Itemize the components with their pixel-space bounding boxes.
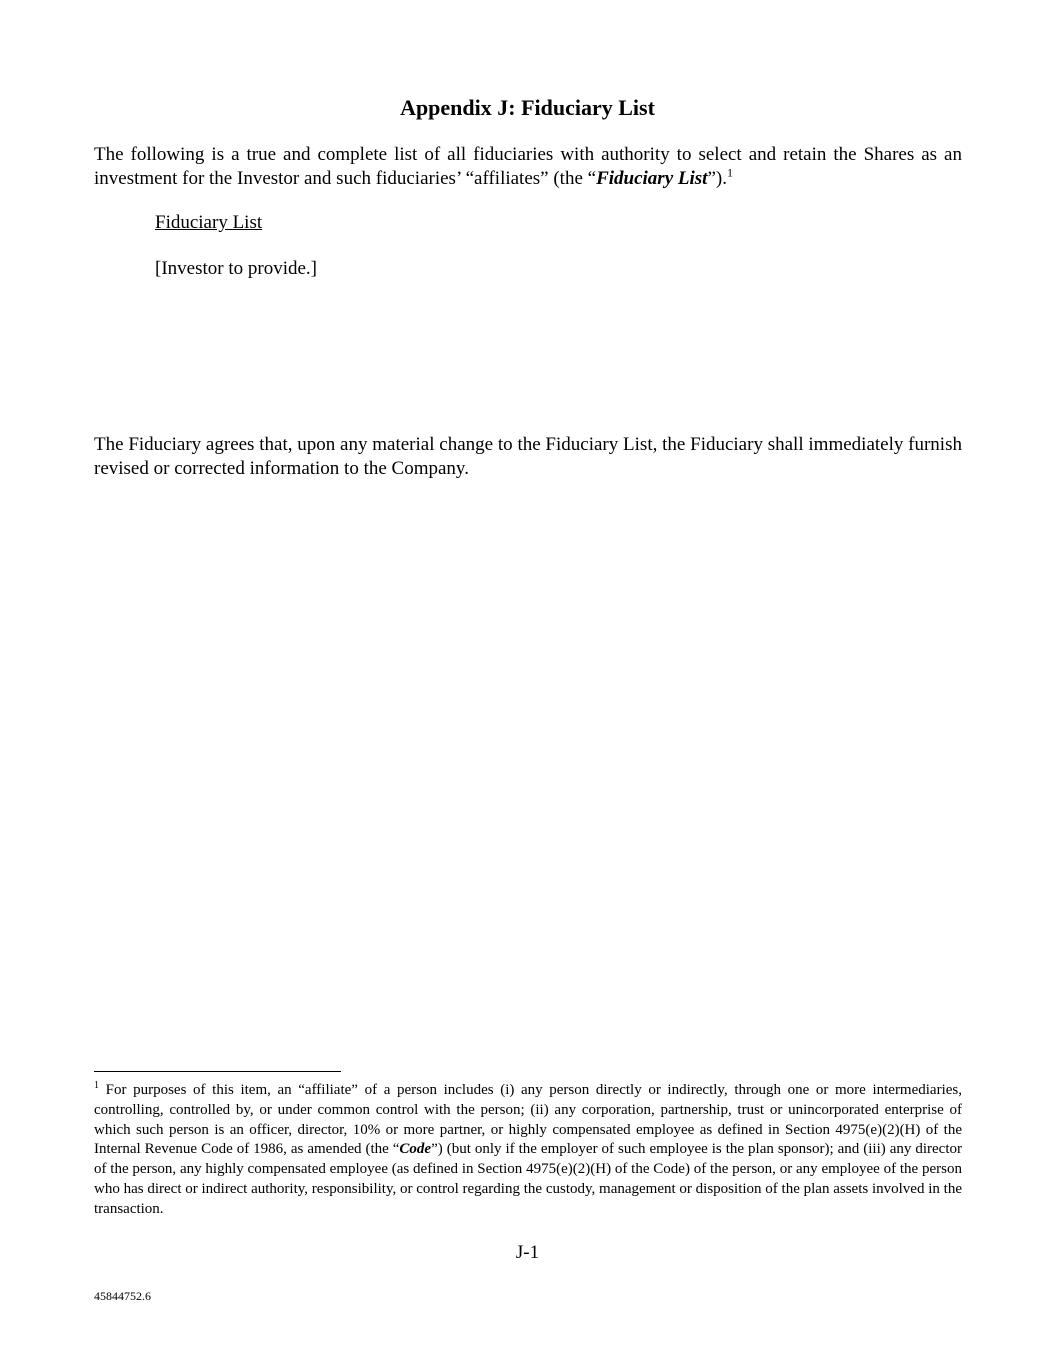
footnote-text-after: ”) (but only if the employer of such employee is the plan sponsor); and (iii) any director of the person, any highly compensated employee (as defined in Section 4975(e)(2)(H) of the Code) of the person, or any employee of the person who has direct or indirect authority, responsibility, or control regarding the custody, management or disposition of the plan assets involved in the transaction.	[94, 1141, 962, 1217]
footnote-marker: 1	[94, 1080, 99, 1091]
page-number: J-1	[515, 1242, 540, 1263]
placeholder-text: [Investor to provide.]	[155, 258, 317, 279]
footnote-separator	[94, 1071, 341, 1072]
footnote	[94, 1081, 962, 1220]
section-heading: Fiduciary List	[155, 212, 263, 233]
intro-text-after: ”).	[707, 168, 727, 189]
footnote-reference: 1	[726, 165, 733, 180]
page-title: Appendix J: Fiduciary List	[400, 95, 655, 120]
document-id: 45844752.6	[94, 1289, 151, 1303]
intro-paragraph	[94, 143, 962, 191]
agreement-paragraph: The Fiduciary agrees that, upon any material change to the Fiduciary List, the Fiduciary shall immediately furnish revised or corrected information to the Company.	[94, 434, 962, 479]
intro-defined-term: Fiduciary List	[596, 168, 708, 189]
intro-text-before: The following is a true and complete list of all fiduciaries with authority to select and retain the Shares as an investment for the Investor and such fiduciaries’ “affiliates” (the “	[94, 144, 962, 189]
footnote-text-before: For purposes of this item, an “affiliate” of a person includes (i) any person directly or indirectly, through one or more intermediaries, controlling, controlled by, or under common control with the person; (ii) any corporation, partnership, trust or unincorporated enterprise of which such person is an officer, director, 10% or more partner, or highly compensated employee as defined in Section 4975(e)(2)(H) of the Internal Revenue Code of 1986, as amended (the “	[94, 1082, 962, 1158]
footnote-defined-term: Code	[399, 1141, 432, 1158]
